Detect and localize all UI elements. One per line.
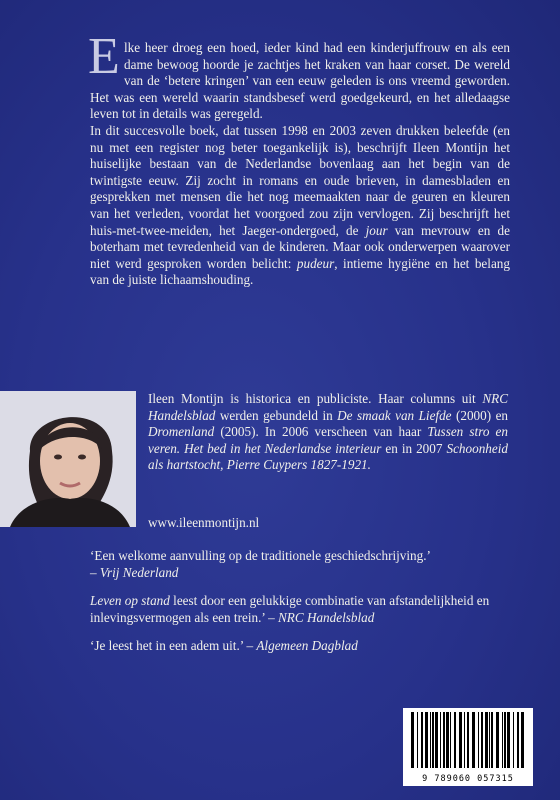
- blurb-paragraph-1: lke heer droeg een hoed, ieder kind had een kinderjuffrouw en als een dame bewoog hoorde je zachtjes het kraken van haar corset. De wereld van de ‘betere kringen’ van een eeuw geleden is ons vreemd geworden. Het was een wereld waarin standsbesef werd goedgekeurd, en het alledaagse leven tot in details was geregeld.: [90, 40, 510, 122]
- isbn-barcode: [403, 708, 533, 786]
- author-photo: [0, 391, 136, 527]
- quote-1: ‘Een welkome aanvulling op de traditionele geschiedschrijving.’ – Vrij Nederland: [90, 548, 431, 580]
- website-link[interactable]: www.ileenmontijn.nl: [148, 515, 260, 530]
- quote-3: ‘Je leest het in een adem uit.’ – Algemeen Dagblad: [90, 638, 358, 654]
- review-quotes: [90, 548, 510, 667]
- isbn-number: 9 789060 057315: [422, 774, 514, 784]
- blurb: [88, 28, 510, 289]
- author-bio: Ileen Montijn is historica en publiciste. Haar columns uit NRC Handelsblad werden gebundeld in De smaak van Liefde (2000) en Dromenland (2005). In 2006 verscheen van haar Tussen stro en veren. Het bed in het Nederlandse interieur en in 2007 Schoonheid als hartstocht, Pierre Cuypers 1827-1921.: [148, 391, 509, 473]
- drop-cap: E: [88, 28, 120, 85]
- blurb-paragraph-2: In dit succesvolle boek, dat tussen 1998 en 2003 zeven drukken beleefde (en nu met een register nog beter toegankelijk is), beschrijft Ileen Montijn het huiselijke bestaan van de Nederlandse bovenlaag aan het begin van de twintigste eeuw. Zij zocht in romans en oude brieven, in damesbladen en gesprekken met mensen die het nog meemaakten naar de geuren en kleuren van het verleden, voordat het voorgoed zou zijn vervlogen. Zij beschrijft het huis-met-twee-meiden, het Jaeger-ondergoed, de jour van mevrouw en de boterham met tevredenheid van de kinderen. Maar ook onderwerpen waarover niet werd gesproken worden belicht: pudeur, intieme hygiëne en het belang van de juiste lichaamshouding.: [90, 122, 510, 288]
- quote-2: Leven op stand leest door een gelukkige combinatie van afstandelijkheid en inlevingsvermogen als een trein.’ – NRC Handelsblad: [90, 593, 490, 625]
- author-section: [0, 391, 560, 531]
